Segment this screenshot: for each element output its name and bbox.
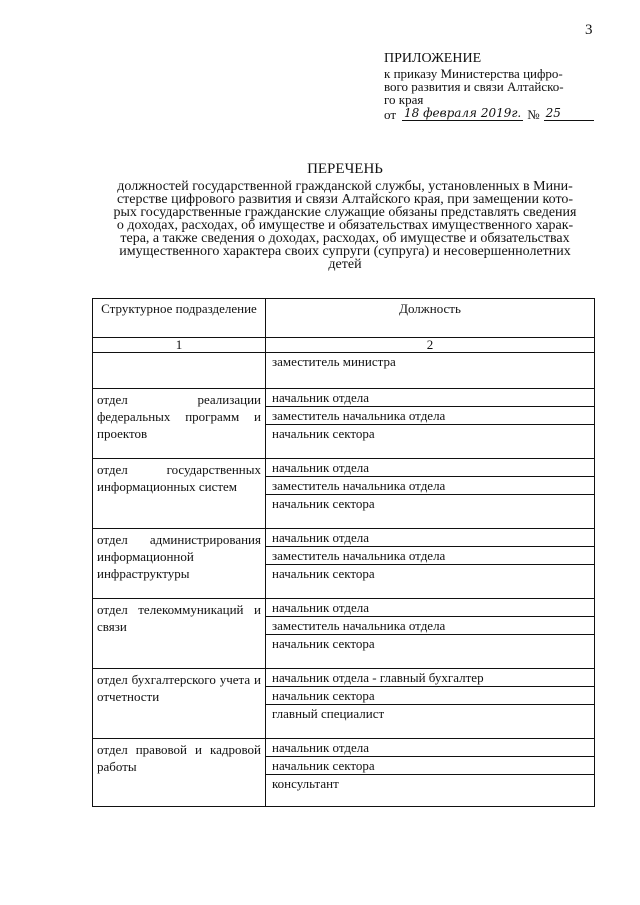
position-item: заместитель начальника отдела xyxy=(266,617,594,635)
appendix-line: го края xyxy=(384,92,424,107)
dept-cell xyxy=(93,353,266,389)
appendix-line: вого развития и связи Алтайско- xyxy=(384,79,564,94)
col-header-position: Должность xyxy=(266,299,595,338)
position-item: главный специалист xyxy=(272,706,385,721)
handwritten-number: 25 xyxy=(544,106,594,121)
position-cell xyxy=(266,459,595,529)
title-line: должностей государственной гражданской службы, установленных в Мини- xyxy=(117,179,573,194)
position-item: заместитель министра xyxy=(272,354,396,369)
table-row xyxy=(93,459,595,529)
title-line: тера, а также сведения о доходах, расходах, об имуществе и обязательствах xyxy=(120,231,570,246)
position-item: начальник отдела xyxy=(266,529,594,547)
table-row xyxy=(93,529,595,599)
appendix-block xyxy=(384,52,614,121)
title-line: рых государственные гражданские служащие обязаны представлять сведения xyxy=(113,205,577,220)
dept-cell: отдел администрирования информационной инфраструктуры xyxy=(93,529,266,599)
dept-cell: отдел телекоммуникаций и связи xyxy=(93,599,266,669)
position-item: начальник сектора xyxy=(272,426,375,441)
dept-cell: отдел бухгалтерского учета и отчетности xyxy=(93,669,266,739)
title-heading: ПЕРЕЧЕНЬ xyxy=(307,161,383,177)
position-item: консультант xyxy=(272,776,339,791)
date-prefix: от xyxy=(384,107,397,122)
position-item: начальник отдела xyxy=(266,389,594,407)
col-header-dept: Структурное подразделение xyxy=(93,299,266,338)
title-line: детей xyxy=(328,257,362,272)
appendix-date-row xyxy=(384,106,614,121)
position-item: начальник сектора xyxy=(266,687,594,705)
table-row xyxy=(93,353,595,389)
table-row xyxy=(93,599,595,669)
position-item: начальник сектора xyxy=(272,566,375,581)
position-item: заместитель начальника отдела xyxy=(266,547,594,565)
position-item: начальник сектора xyxy=(272,496,375,511)
position-item: начальник сектора xyxy=(272,636,375,651)
position-item: начальник отдела xyxy=(266,739,594,757)
table-row xyxy=(93,669,595,739)
position-item: начальник отдела xyxy=(266,599,594,617)
position-item: заместитель начальника отдела xyxy=(266,407,594,425)
document-title xyxy=(95,163,595,271)
col-number-2: 2 xyxy=(266,338,595,353)
table-header-row xyxy=(93,299,595,338)
table-row xyxy=(93,739,595,807)
position-cell xyxy=(266,529,595,599)
position-cell xyxy=(266,739,595,807)
handwritten-date: 18 февраля 2019г. xyxy=(404,106,522,120)
appendix-line: к приказу Министерства цифро- xyxy=(384,66,563,81)
position-cell xyxy=(266,353,595,389)
title-line: имущественного характера своих супруги (супруга) и несовершеннолетних xyxy=(119,244,571,259)
positions-table xyxy=(92,298,595,807)
table-row xyxy=(93,389,595,459)
position-cell xyxy=(266,669,595,739)
dept-cell: отдел реализации федеральных программ и проектов xyxy=(93,389,266,459)
position-item: заместитель начальника отдела xyxy=(266,477,594,495)
position-item: начальник сектора xyxy=(266,757,594,775)
table-number-row xyxy=(93,338,595,353)
col-number-1: 1 xyxy=(93,338,266,353)
number-label: № xyxy=(527,107,540,122)
position-cell xyxy=(266,389,595,459)
position-cell xyxy=(266,599,595,669)
position-item: начальник отдела xyxy=(266,459,594,477)
title-line: стерстве цифрового развития и связи Алтайского края, при замещении кото- xyxy=(116,192,574,207)
page-number: 3 xyxy=(585,22,593,38)
position-item: начальник отдела - главный бухгалтер xyxy=(266,669,594,687)
appendix-title: ПРИЛОЖЕНИЕ xyxy=(384,51,482,66)
dept-cell: отдел государственных информационных систем xyxy=(93,459,266,529)
title-line: о доходах, расходах, об имуществе и обязательствах имущественного харак- xyxy=(116,218,574,233)
dept-cell: отдел правовой и кадровой работы xyxy=(93,739,266,807)
